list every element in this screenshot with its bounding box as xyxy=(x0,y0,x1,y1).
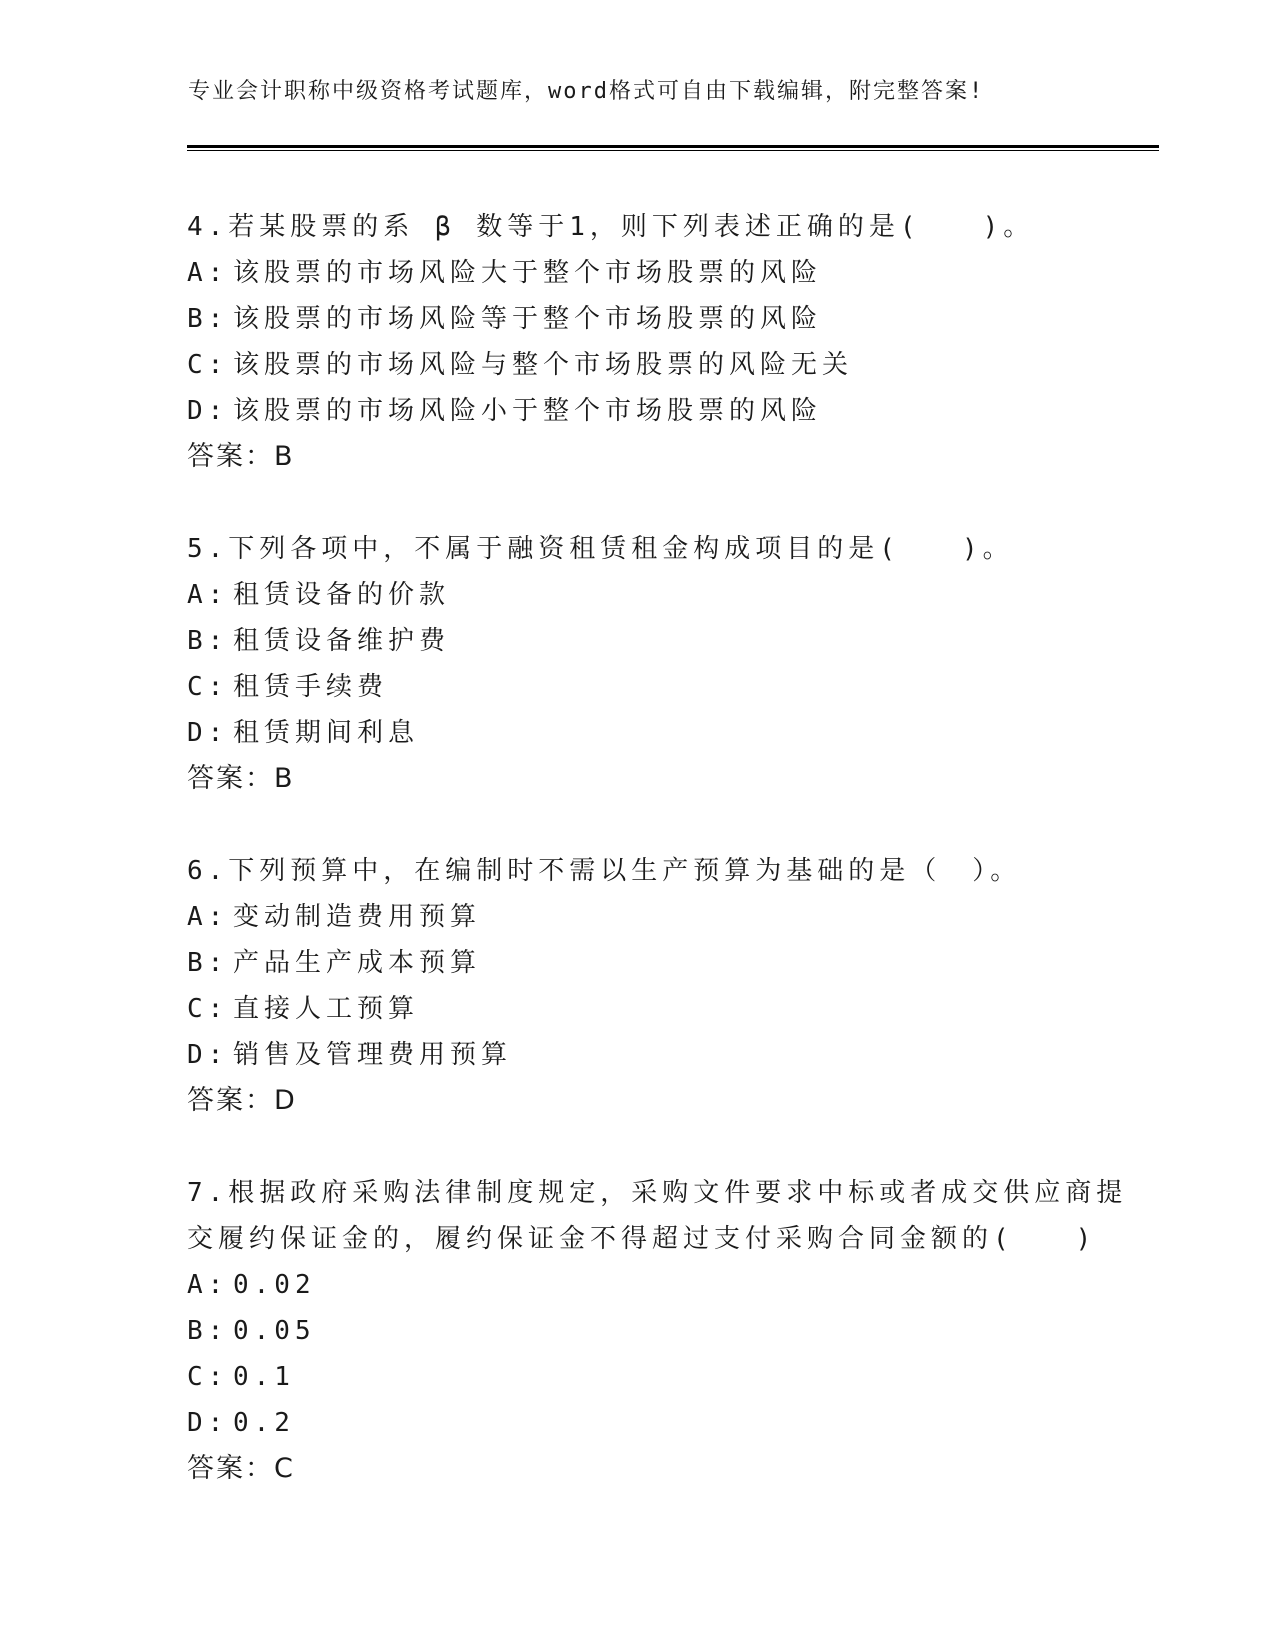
option-key: B: xyxy=(187,948,229,978)
option-text: 该股票的市场风险小于整个市场股票的风险 xyxy=(233,396,823,426)
option-a xyxy=(187,250,1087,296)
option-text: 租赁设备维护费 xyxy=(233,626,451,656)
question-stem-line: 7.根据政府采购法律制度规定，采购文件要求中标或者成交供应商提 xyxy=(187,1178,1128,1208)
answer-label: 答案：D xyxy=(187,1085,297,1116)
option-key: C: xyxy=(187,994,229,1024)
option-text: 0.2 xyxy=(233,1408,295,1438)
option-text: 该股票的市场风险大于整个市场股票的风险 xyxy=(233,258,823,288)
option-text: 该股票的市场风险与整个市场股票的风险无关 xyxy=(233,350,854,380)
option-text: 0.1 xyxy=(233,1362,295,1392)
option-a xyxy=(187,894,1087,940)
option-c xyxy=(187,1354,1087,1400)
question-stem-line: 交履约保证金的，履约保证金不得超过支付采购合同金额的( ) xyxy=(187,1224,1097,1254)
option-b xyxy=(187,940,1087,986)
question-stem xyxy=(187,204,1087,250)
option-text: 租赁期间利息 xyxy=(233,718,420,748)
option-key: A: xyxy=(187,1270,229,1300)
option-key: D: xyxy=(187,718,229,748)
option-text: 0.02 xyxy=(233,1270,316,1300)
option-b xyxy=(187,618,1087,664)
option-text: 租赁设备的价款 xyxy=(233,580,451,610)
option-d xyxy=(187,1032,1087,1078)
option-c xyxy=(187,986,1087,1032)
option-text: 租赁手续费 xyxy=(233,672,389,702)
answer-label: 答案：B xyxy=(187,763,295,794)
option-text: 该股票的市场风险等于整个市场股票的风险 xyxy=(233,304,823,334)
option-key: B: xyxy=(187,626,229,656)
option-key: A: xyxy=(187,902,229,932)
option-c xyxy=(187,342,1087,388)
option-key: D: xyxy=(187,1408,229,1438)
option-key: C: xyxy=(187,350,229,380)
option-text: 变动制造费用预算 xyxy=(233,902,482,932)
question-4 xyxy=(187,204,1087,480)
option-text: 产品生产成本预算 xyxy=(233,948,482,978)
answer-label: 答案：C xyxy=(187,1453,295,1484)
option-d xyxy=(187,1400,1087,1446)
question-stem-line: 6.下列预算中，在编制时不需以生产预算为基础的是（ ）。 xyxy=(187,856,1022,886)
answer-label: 答案：B xyxy=(187,441,295,472)
option-b xyxy=(187,296,1087,342)
option-key: C: xyxy=(187,1362,229,1392)
question-6 xyxy=(187,848,1087,1124)
option-key: B: xyxy=(187,1316,229,1346)
option-text: 直接人工预算 xyxy=(233,994,420,1024)
header-rule-thin xyxy=(187,150,1159,151)
option-text: 销售及管理费用预算 xyxy=(233,1040,513,1070)
option-d xyxy=(187,388,1087,434)
option-a xyxy=(187,572,1087,618)
option-a xyxy=(187,1262,1087,1308)
question-5 xyxy=(187,526,1087,802)
question-stem-line: 5.下列各项中，不属于融资租赁租金构成项目的是( )。 xyxy=(187,534,1014,564)
option-d xyxy=(187,710,1087,756)
page-header-text: 专业会计职称中级资格考试题库，word格式可自由下载编辑，附完整答案! xyxy=(188,79,985,104)
question-stem xyxy=(187,1170,1128,1262)
question-stem xyxy=(187,848,1087,894)
header-rule-thick xyxy=(187,145,1159,148)
option-key: B: xyxy=(187,304,229,334)
option-key: A: xyxy=(187,580,229,610)
option-text: 0.05 xyxy=(233,1316,316,1346)
question-stem-line: 4.若某股票的系 β 数等于1，则下列表述正确的是( )。 xyxy=(187,212,1035,242)
option-key: D: xyxy=(187,396,229,426)
option-key: C: xyxy=(187,672,229,702)
option-b xyxy=(187,1308,1087,1354)
option-key: A: xyxy=(187,258,229,288)
question-list xyxy=(187,204,1128,1538)
option-c xyxy=(187,664,1087,710)
question-7 xyxy=(187,1170,1128,1492)
option-key: D: xyxy=(187,1040,229,1070)
question-stem xyxy=(187,526,1087,572)
